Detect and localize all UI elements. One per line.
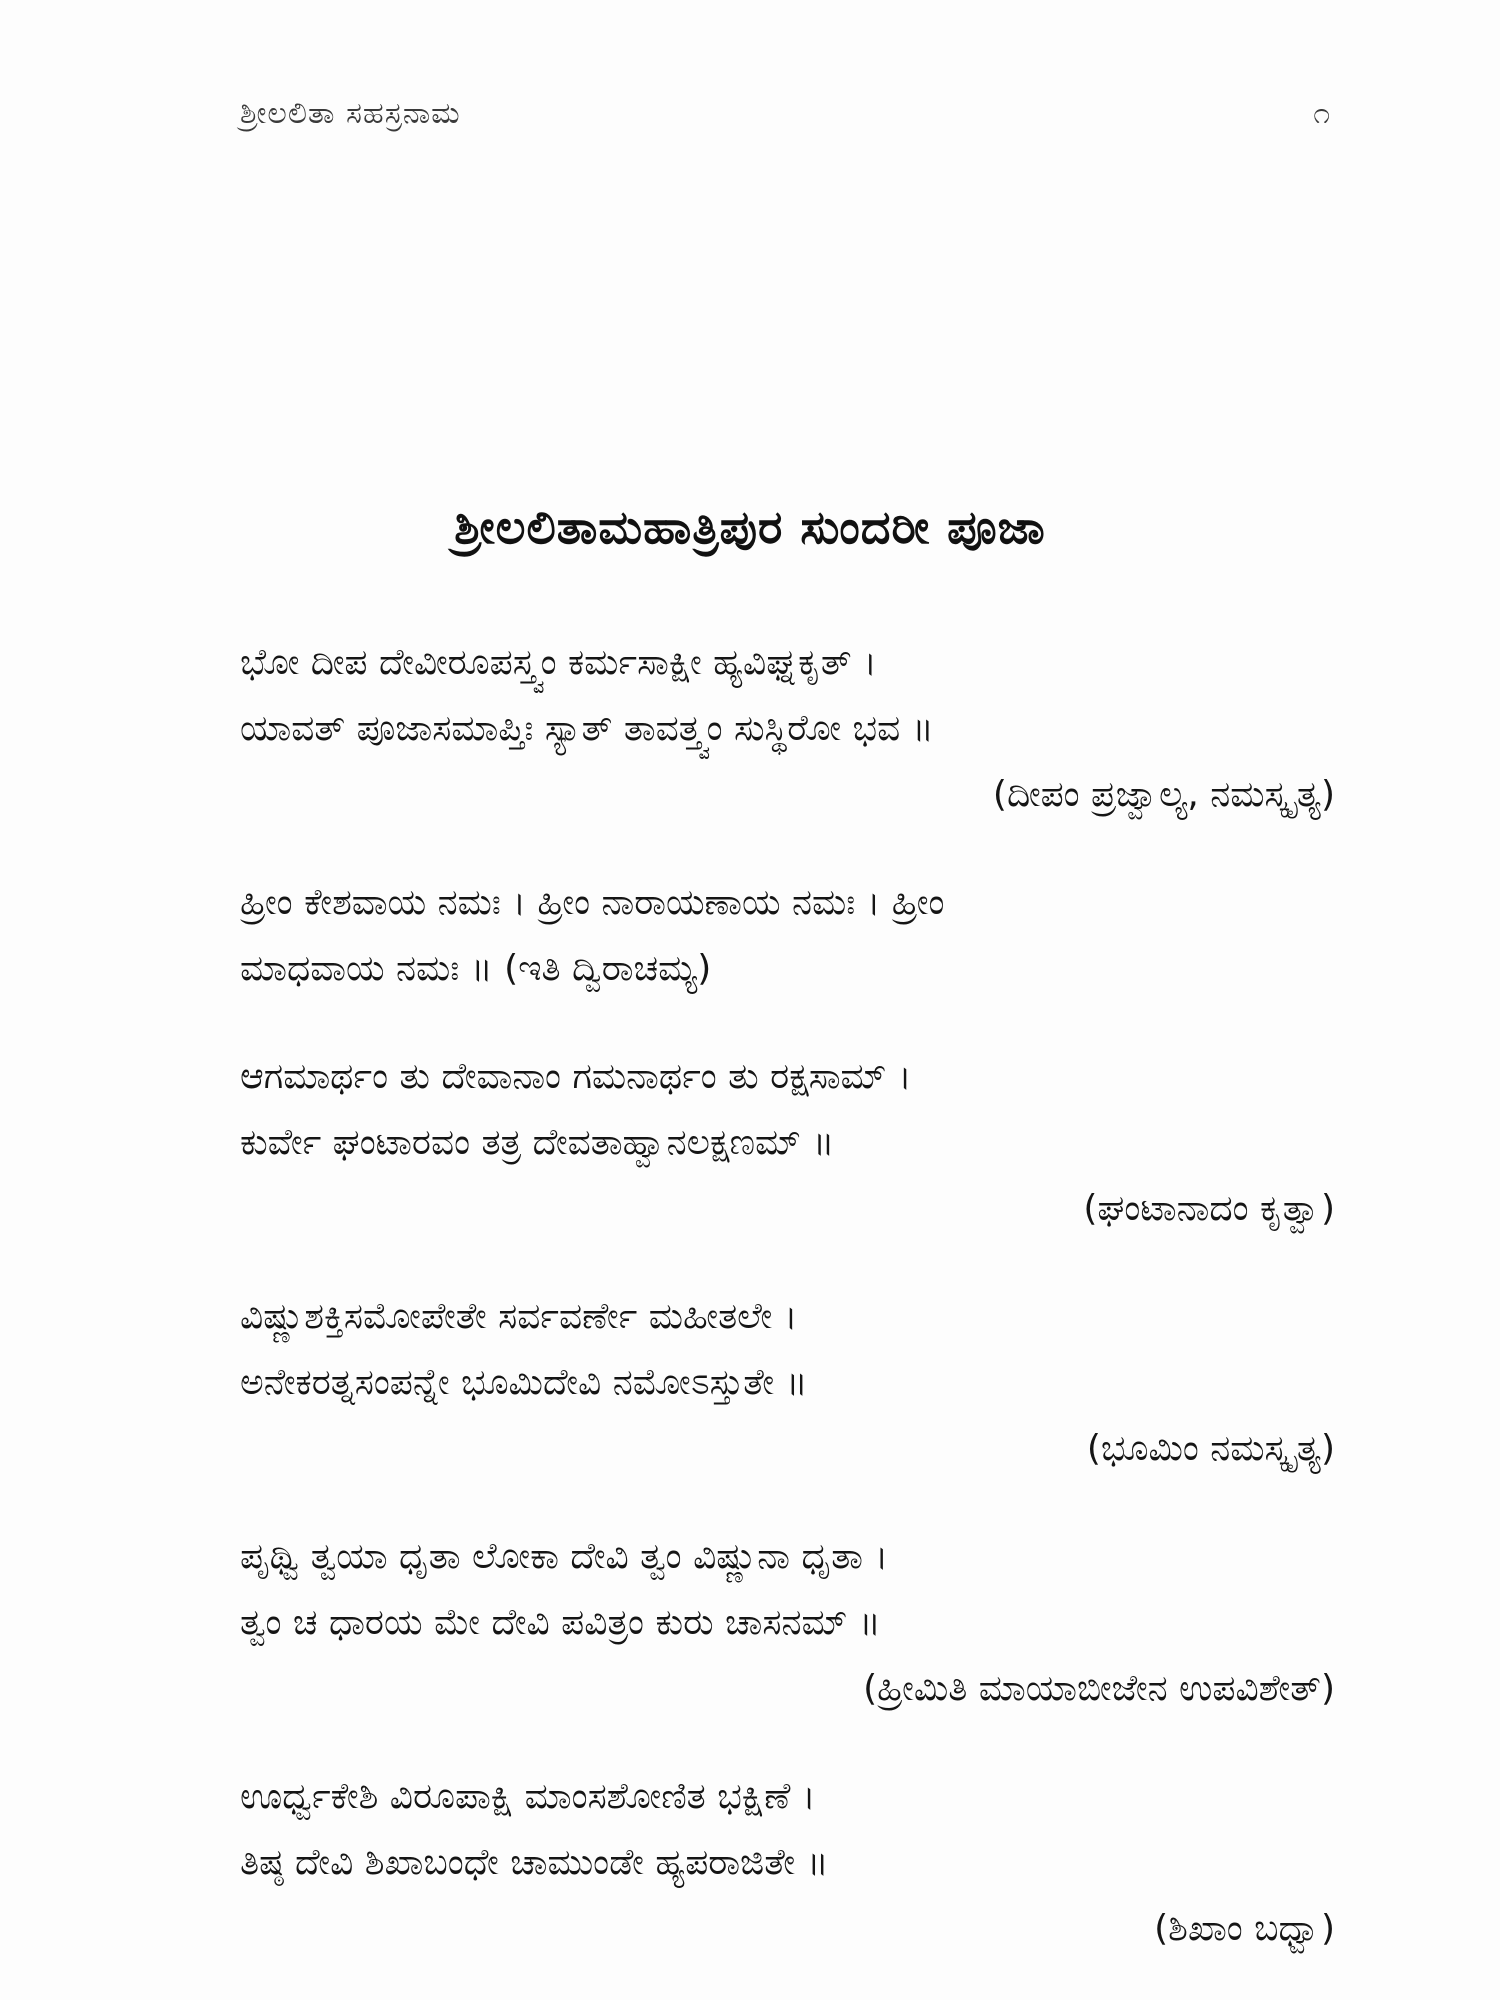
verse-line: ಆಗಮಾರ್ಥಂ ತು ದೇವಾನಾಂ ಗಮನಾರ್ಥಂ ತು ರಕ್ಷಸಾಮ್ । xyxy=(240,1056,912,1097)
instruction: (ಹ್ರೀಮಿತಿ ಮಾಯಾಬೀಜೇನ ಉಪವಿಶೇತ್) xyxy=(863,1668,1335,1709)
verse-line: ಊರ್ಧ್ವಕೇಶಿ ವಿರೂಪಾಕ್ಷಿ ಮಾಂಸಶೋಣಿತ ಭಕ್ಷಿಣೆ । xyxy=(240,1776,816,1817)
instruction: (ಘಂಟಾನಾದಂ ಕೃತ್ವಾ) xyxy=(1083,1188,1335,1229)
verse-block-achamana xyxy=(240,870,1335,1002)
verse-block-earth xyxy=(240,1284,1335,1482)
verse-line: ತಿಷ್ಠ ದೇವಿ ಶಿಖಾಬಂಧೇ ಚಾಮುಂಡೇ ಹ್ಯಪರಾಜಿತೇ ॥ xyxy=(240,1842,829,1883)
page-number: ೧ xyxy=(1313,96,1330,131)
body-text xyxy=(240,630,1335,2004)
verse-line: ತ್ವಂ ಚ ಧಾರಯ ಮೇ ದೇವಿ ಪವಿತ್ರಂ ಕುರು ಚಾಸನಮ್ ॥ xyxy=(240,1602,881,1643)
verse-block-bell xyxy=(240,1044,1335,1242)
verse-line: ಮಾಧವಾಯ ನಮಃ ॥ (ಇತಿ ದ್ವಿರಾಚಮ್ಯ) xyxy=(240,948,712,989)
verse-line: ಹ್ರೀಂ ಕೇಶವಾಯ ನಮಃ । ಹ್ರೀಂ ನಾರಾಯಣಾಯ ನಮಃ । ಹ್ರೀಂ xyxy=(240,882,945,923)
verse-line: ವಿಷ್ಣುಶಕ್ತಿಸಮೋಪೇತೇ ಸರ್ವವರ್ಣೇ ಮಹೀತಲೇ । xyxy=(240,1296,798,1337)
verse-line: ಭೋ ದೀಪ ದೇವೀರೂಪಸ್ತ್ವಂ ಕರ್ಮಸಾಕ್ಷೀ ಹ್ಯವಿಘ್ನಕೃತ್ । xyxy=(240,642,877,683)
page-title: ಶ್ರೀಲಲಿತಾಮಹಾತ್ರಿಪುರ ಸುಂದರೀ ಪೂಜಾ xyxy=(454,500,1046,554)
verse-line: ಯಾವತ್ ಪೂಜಾಸಮಾಪ್ತಿಃ ಸ್ಯಾತ್ ತಾವತ್ತ್ವಂ ಸುಸ್ಥಿರೋ ಭವ ॥ xyxy=(240,708,934,749)
verse-line: ಅನೇಕರತ್ನಸಂಪನ್ನೇ ಭೂಮಿದೇವಿ ನಮೋಽಸ್ತುತೇ ॥ xyxy=(240,1362,808,1403)
verse-block-shikha xyxy=(240,1764,1335,1962)
instruction: (ಶಿಖಾಂ ಬಧ್ವಾ) xyxy=(1154,1908,1335,1949)
running-header: ಶ್ರೀಲಲಿತಾ ಸಹಸ್ರನಾಮ xyxy=(240,96,461,131)
verse-line: ಪೃಥ್ವಿ ತ್ವಯಾ ಧೃತಾ ಲೋಕಾ ದೇವಿ ತ್ವಂ ವಿಷ್ಣುನಾ ಧೃತಾ । xyxy=(240,1536,889,1577)
instruction: (ದೀಪಂ ಪ್ರಜ್ವಾಲ್ಯ, ನಮಸ್ಕೃತ್ಯ) xyxy=(992,774,1335,815)
instruction: (ಭೂಮಿಂ ನಮಸ್ಕೃತ್ಯ) xyxy=(1086,1428,1335,1469)
verse-line: ಕುರ್ವೇ ಘಂಟಾರವಂ ತತ್ರ ದೇವತಾಹ್ವಾನಲಕ್ಷಣಮ್ ॥ xyxy=(240,1122,835,1163)
verse-block-lamp xyxy=(240,630,1335,828)
verse-block-seat xyxy=(240,1524,1335,1722)
